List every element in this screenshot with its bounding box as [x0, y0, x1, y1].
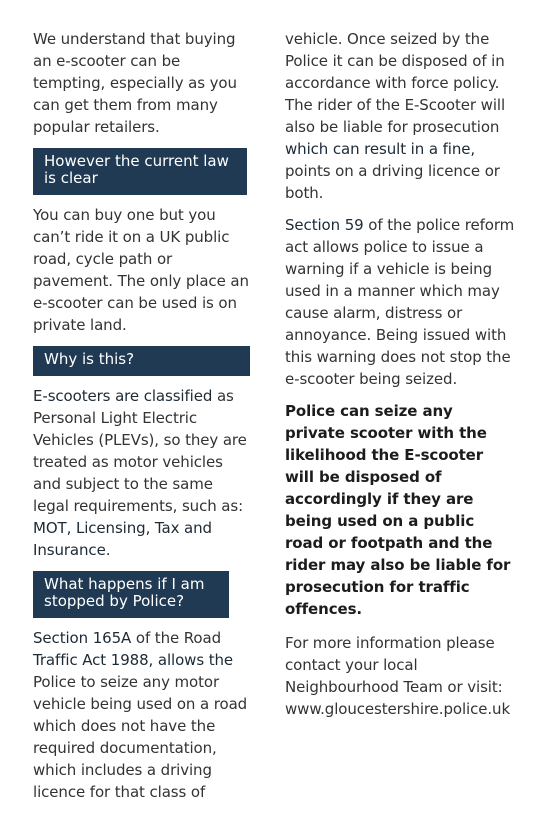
seizure-warning-paragraph: Police can seize any private scooter with the likelihood the E-scooter will be disposed of accordingly if they are being used on a public road or footpath and the rider may also be liable for prosecution for traffic offences.	[285, 402, 511, 618]
heading-stopped-by-police: What happens if I am stopped by Police?	[33, 571, 229, 618]
left-column	[33, 28, 250, 813]
section-59-ref: Section 59	[285, 216, 364, 234]
fine-highlight: which can result in a fine,	[285, 140, 476, 158]
section-59-paragraph	[285, 214, 515, 390]
road-traffic-act-ref: Traffic Act 1988, allows the	[33, 651, 234, 669]
heading-law-is-clear: However the current law is clear	[33, 148, 247, 195]
section-165a-body: Police to seize any motor vehicle being used on a road which does not have the required documentation, which includes a driving licence for that class of	[33, 673, 248, 801]
heading-why-is-this: Why is this?	[33, 346, 250, 376]
seizure-paragraph	[285, 28, 515, 204]
seizure-text-b: points on a driving licence or both.	[285, 162, 500, 202]
classification-body: as Personal Light Electric Vehicles (PLEVs), so they are treated as motor vehicles and subject to the same legal requirements, such as:	[33, 387, 247, 515]
classification-lead: E-scooters are classified	[33, 387, 213, 405]
seizure-text-a: vehicle. Once seized by the Police it can be disposed of in accordance with force policy. The rider of the E-Scooter will also be liable for prosecution	[285, 30, 506, 136]
section-165a-mid: of the Road	[131, 629, 222, 647]
intro-paragraph: We understand that buying an e-scooter can be tempting, especially as you can get them from many popular retailers.	[33, 30, 237, 136]
section-165a-ref: Section 165A	[33, 629, 132, 647]
right-column	[285, 28, 515, 730]
ride-restriction-paragraph: You can buy one but you can’t ride it on a UK public road, cycle path or pavement. The only place an e-scooter can be used is on private land.	[33, 206, 249, 334]
contact-paragraph: For more information please contact your local Neighbourhood Team or visit: www.gloucestershire.police.uk	[285, 634, 511, 718]
section-59-body: of the police reform act allows police to issue a warning if a vehicle is being used in a manner which may cause alarm, distress or annoyance. Being issued with this warning does not stop the e-scooter being seized.	[285, 216, 515, 388]
requirements-list: MOT, Licensing, Tax and Insurance.	[33, 519, 212, 559]
section-165a-paragraph	[33, 627, 250, 803]
classification-paragraph	[33, 385, 250, 561]
